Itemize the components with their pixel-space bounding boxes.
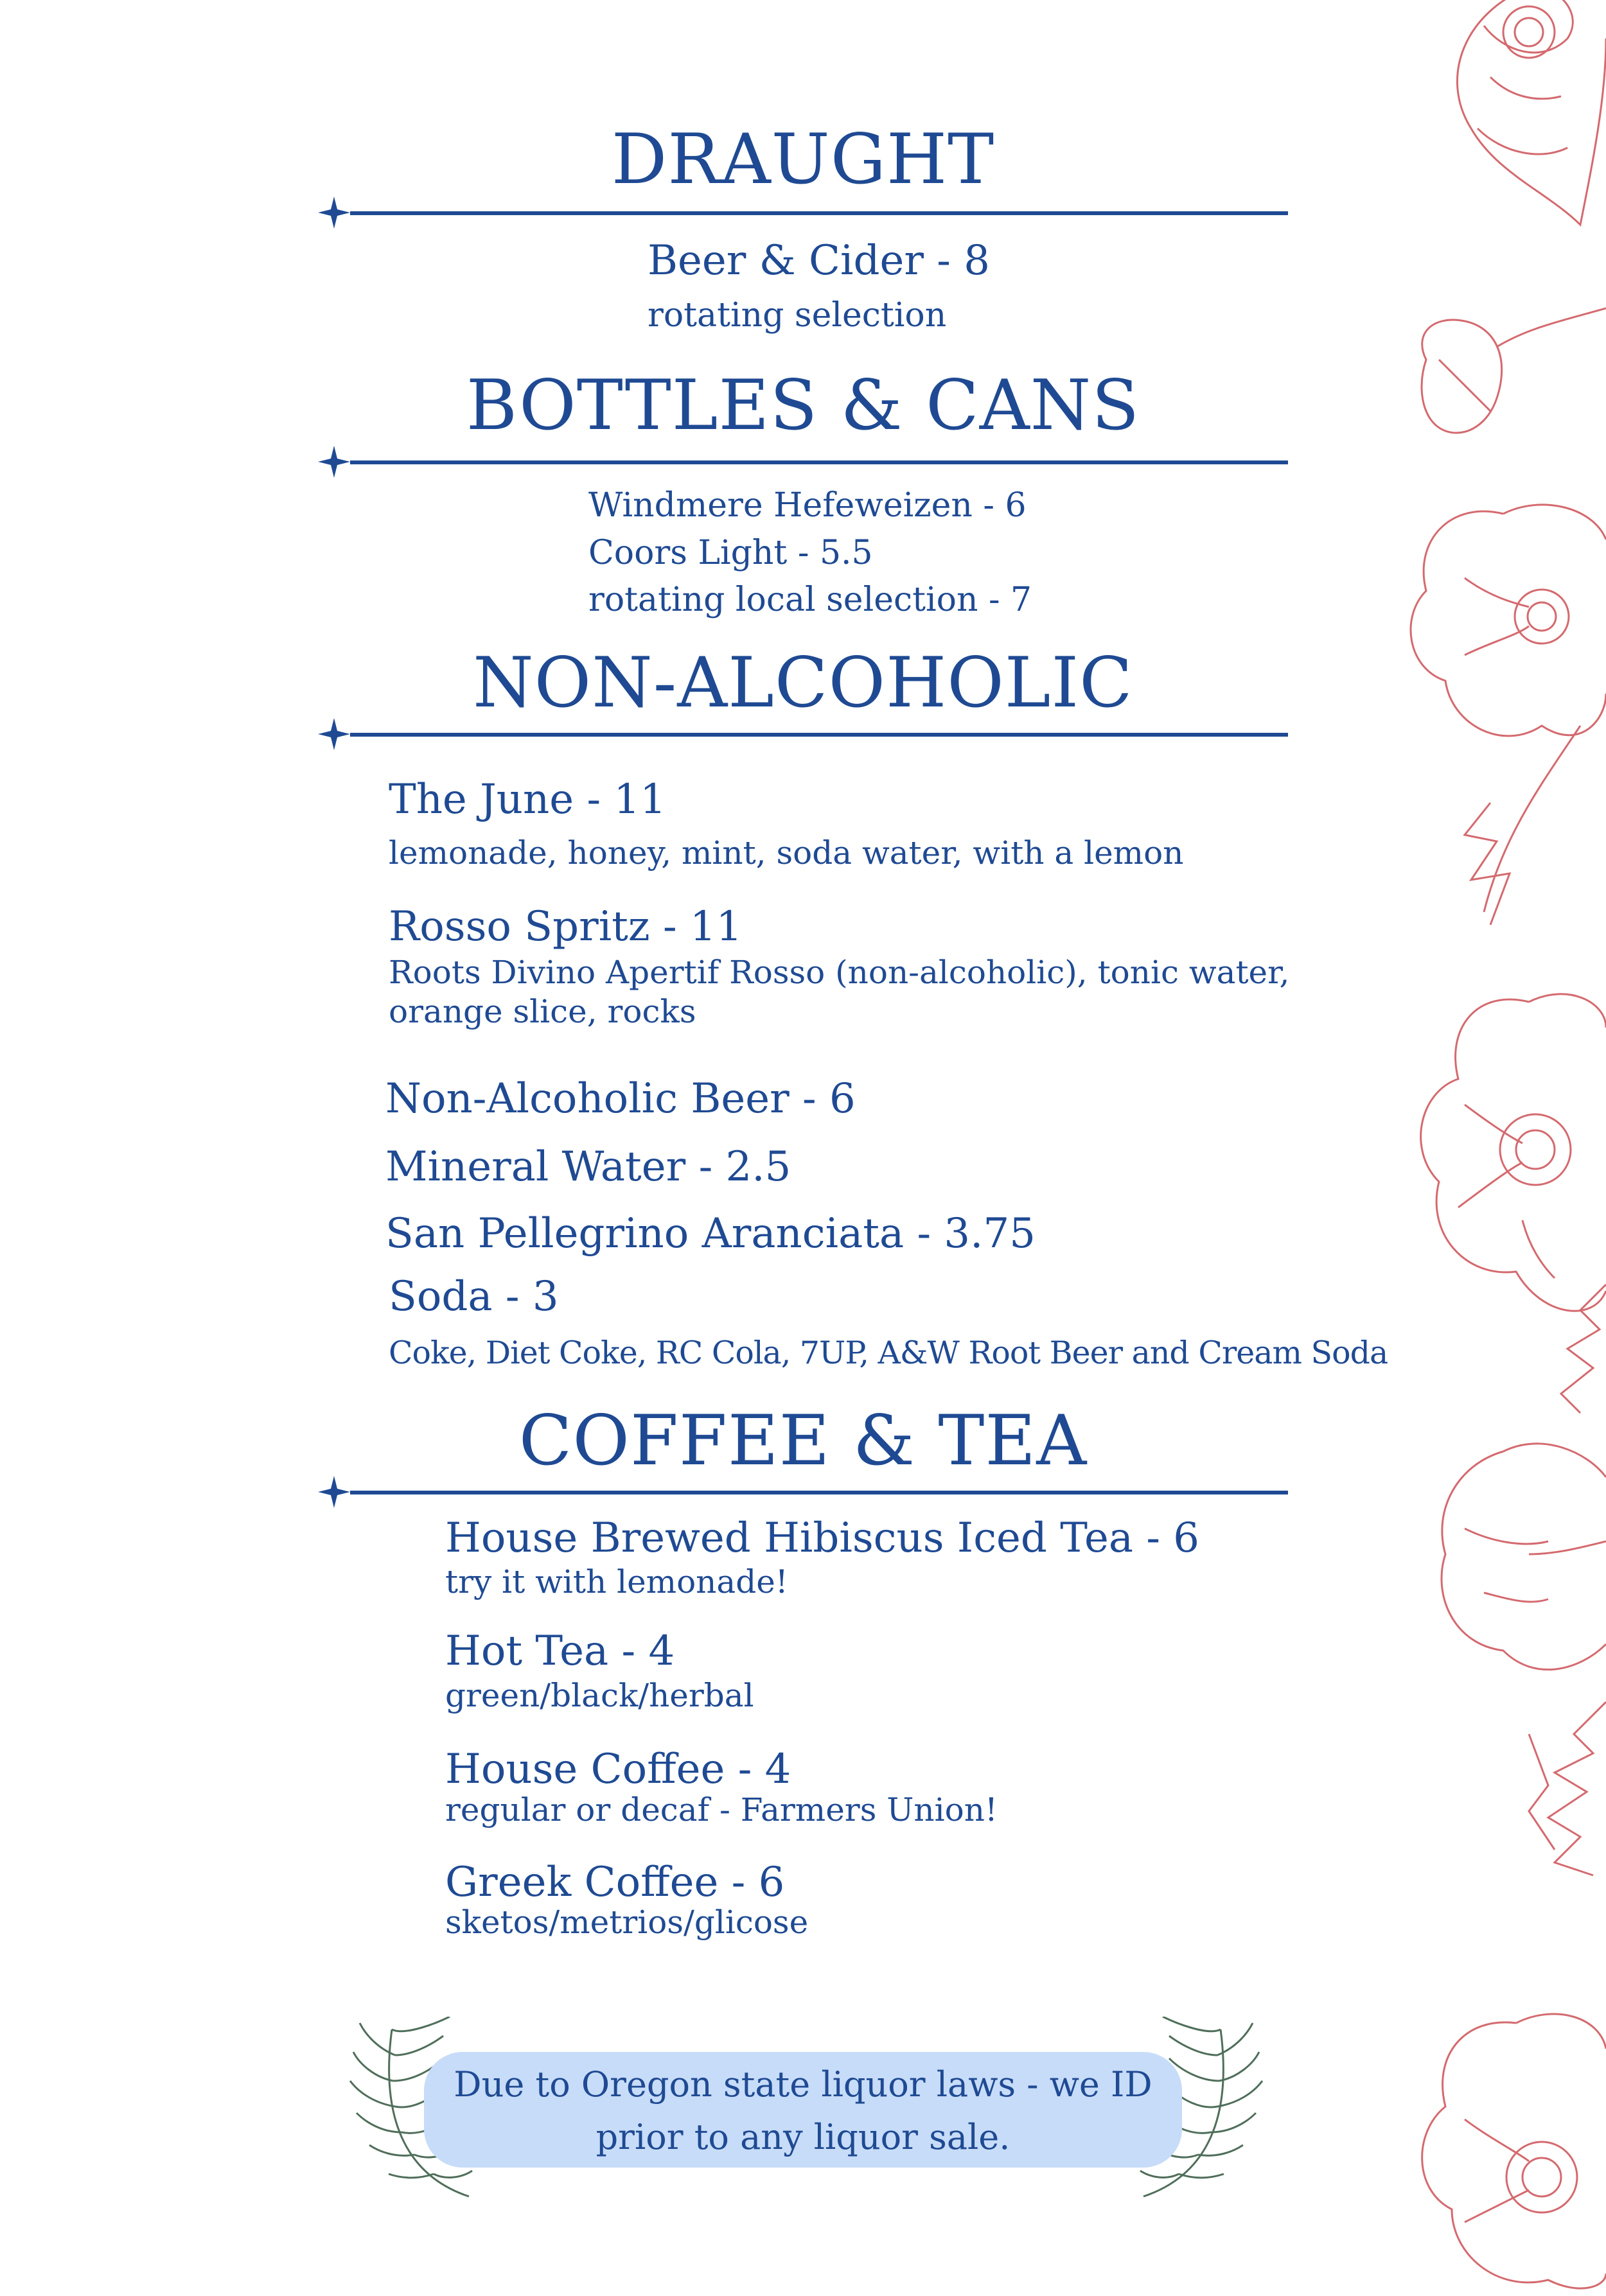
poppy-bud-icon <box>1422 0 1606 433</box>
star-icon <box>318 446 350 478</box>
menu-item-desc: Coke, Diet Coke, RC Cola, 7UP, A&W Root Beer and Cream Soda <box>389 1335 1388 1371</box>
star-icon <box>318 718 350 750</box>
menu-item-name: House Brewed Hibiscus Iced Tea - 6 <box>445 1514 1199 1562</box>
notice-line-2: prior to any liquor sale. <box>596 2117 1010 2157</box>
poppy-flower-icon <box>1422 2014 1606 2288</box>
menu-item-desc: sketos/metrios/glicose <box>445 1904 809 1941</box>
menu-item-desc: lemonade, honey, mint, soda water, with a lemon <box>389 834 1184 872</box>
notice-line-1: Due to Oregon state liquor laws - we ID <box>454 2064 1152 2105</box>
section-divider <box>318 446 1288 478</box>
section-heading-draught: DRAUGHT <box>611 119 995 200</box>
menu-item-name: House Coffee - 4 <box>445 1746 791 1793</box>
star-icon <box>318 1476 350 1508</box>
menu-item-name: Greek Coffee - 6 <box>445 1859 785 1906</box>
menu-item-name: Soda - 3 <box>389 1273 559 1320</box>
menu-item-desc: orange slice, rocks <box>389 993 696 1030</box>
menu-item-name: Coors Light - 5.5 <box>588 534 873 572</box>
section-heading-non-alcoholic: NON-ALCOHOLIC <box>473 643 1133 723</box>
poppy-flower-icon <box>1457 0 1606 225</box>
section-divider <box>318 1476 1288 1508</box>
star-icon <box>318 197 350 229</box>
section-divider <box>318 718 1288 750</box>
section-heading-bottles: BOTTLES & CANS <box>466 365 1140 446</box>
menu-item-name: The June - 11 <box>389 776 666 823</box>
menu-item-name: Rosso Spritz - 11 <box>389 903 743 951</box>
poppy-flower-icon <box>1442 1444 1606 1670</box>
menu-item-name: Non-Alcoholic Beer - 6 <box>385 1075 856 1123</box>
menu-item-name: Beer & Cider - 8 <box>648 237 990 285</box>
menu-item-desc: rotating selection <box>648 296 947 335</box>
poppy-flower-icon <box>1421 994 1606 1413</box>
menu-item-name: rotating local selection - 7 <box>588 581 1032 619</box>
menu-item-desc: Roots Divino Apertif Rosso (non-alcoholic), tonic water, <box>389 954 1290 991</box>
section-divider <box>318 197 1288 229</box>
liquor-law-notice <box>424 2052 1182 2168</box>
section-heading-coffee-tea: COFFEE & TEA <box>518 1401 1088 1481</box>
menu-item-desc: try it with lemonade! <box>445 1563 788 1600</box>
menu-item-name: San Pellegrino Aranciata - 3.75 <box>385 1210 1036 1258</box>
menu-item-name: Mineral Water - 2.5 <box>385 1143 791 1191</box>
poppy-flower-icon <box>1411 505 1606 925</box>
menu-item-name: Windmere Hefeweizen - 6 <box>588 486 1027 525</box>
poppy-flowers-decoration <box>1336 0 1606 2296</box>
menu-item-desc: green/black/herbal <box>445 1677 754 1714</box>
menu-item-desc: regular or decaf - Farmers Union! <box>445 1791 998 1828</box>
menu-item-name: Hot Tea - 4 <box>445 1627 675 1675</box>
